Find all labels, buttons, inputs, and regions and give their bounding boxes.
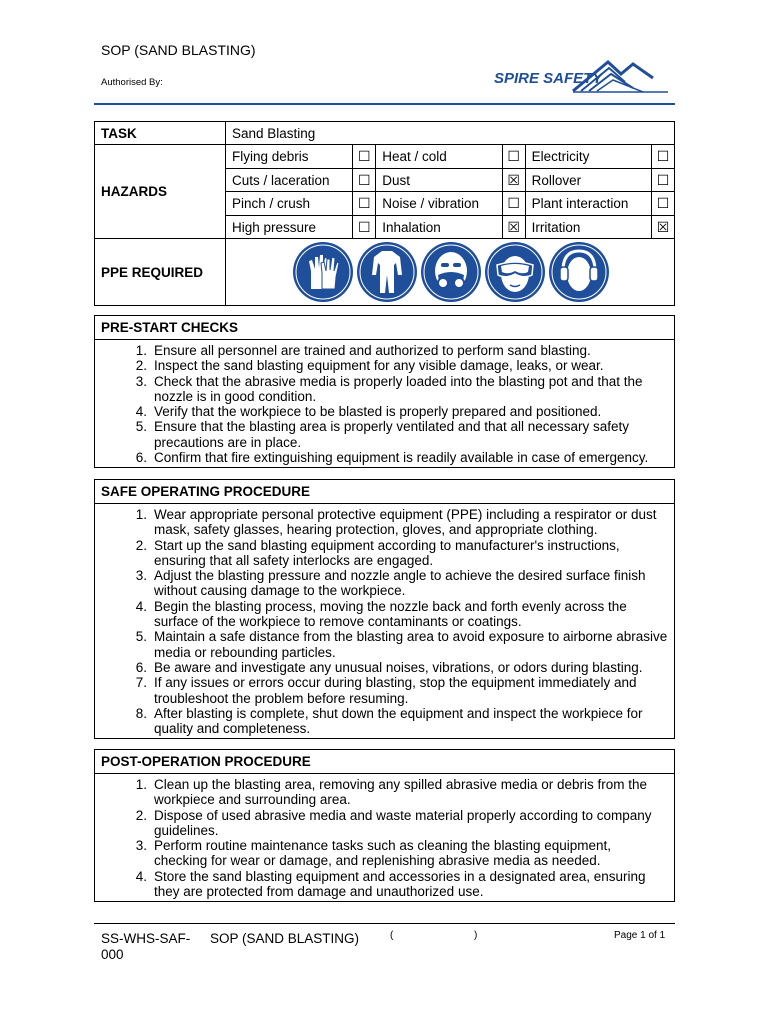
item-number: 7.	[135, 675, 147, 691]
authorised-by-label: Authorised By:	[101, 77, 163, 88]
coveralls-icon	[356, 241, 418, 303]
item-text: Perform routine maintenance tasks such as cleaning the blasting equipment, checking for wear or damage, and replenishing abrasive media as needed.	[154, 838, 612, 869]
item-number: 3.	[135, 568, 147, 584]
section-title: PRE-START CHECKS	[95, 316, 674, 340]
item-text: Confirm that fire extinguishing equipment is readily available in case of emergency.	[154, 450, 649, 466]
item-text: Be aware and investigate any unusual noises, vibrations, or odors during blasting.	[154, 659, 643, 675]
item-text: Dispose of used abrasive media and waste material properly according to company guidelines.	[154, 807, 652, 838]
list-item	[101, 538, 668, 569]
spire-safety-logo	[493, 56, 668, 94]
footer-paren-open: (	[390, 930, 394, 941]
hazard-name: Heat / cold	[376, 145, 502, 169]
item-number: 1.	[135, 507, 147, 522]
hazard-checkbox: ☐	[652, 192, 675, 216]
list-item	[101, 599, 668, 630]
hazard-checkbox: ☐	[353, 169, 376, 192]
hazard-name: Rollover	[525, 169, 651, 192]
list-item	[101, 660, 668, 675]
list-item	[101, 869, 668, 900]
post-op-list	[95, 774, 674, 901]
item-text: Verify that the workpiece to be blasted is properly prepared and positioned.	[154, 404, 602, 420]
header-divider	[94, 103, 675, 105]
item-text: Adjust the blasting pressure and nozzle angle to achieve the desired surface finish without causing damage to the workpiece.	[154, 568, 646, 599]
item-number: 2.	[135, 537, 147, 553]
list-item	[101, 343, 668, 358]
list-item	[101, 808, 668, 839]
footer-divider	[94, 923, 675, 924]
item-text: Start up the sand blasting equipment according to manufacturer's instructions, ensuring that all safety interlocks are engaged.	[154, 537, 620, 568]
hazard-checkbox: ☒	[502, 216, 525, 239]
task-hazard-table	[94, 121, 675, 306]
hazard-name: Flying debris	[226, 145, 353, 169]
item-text: Check that the abrasive media is properly loaded into the blasting pot and that the nozzle is in good condition.	[154, 373, 643, 404]
task-label: TASK	[95, 122, 226, 145]
section-title: POST-OPERATION PROCEDURE	[95, 750, 674, 774]
item-number: 3.	[135, 838, 147, 854]
item-text: Ensure that the blasting area is properly ventilated and that all necessary safety precautions are in place.	[154, 419, 630, 450]
list-item	[101, 450, 668, 465]
list-item	[101, 507, 668, 538]
footer-title: SOP (SAND BLASTING)	[210, 931, 360, 946]
item-text: Wear appropriate personal protective equipment (PPE) including a respirator or dust mask, safety glasses, hearing protection, gloves, and appropriate clothing.	[154, 507, 657, 538]
hazards-label: HAZARDS	[95, 145, 226, 239]
item-number: 2.	[135, 358, 147, 374]
ppe-label: PPE REQUIRED	[95, 239, 226, 306]
item-number: 8.	[135, 705, 147, 721]
safe-operating-procedure-section	[94, 479, 675, 739]
hazard-name: Electricity	[525, 145, 651, 169]
item-text: Maintain a safe distance from the blasting area to avoid exposure to airborne abrasive media or rebounding particles.	[154, 629, 668, 660]
item-text: Begin the blasting process, moving the nozzle back and forth evenly across the surface of the workpiece to remove contaminants or coatings.	[154, 598, 627, 630]
hazard-checkbox: ☒	[652, 216, 675, 239]
post-operation-procedure-section	[94, 749, 675, 902]
footer-page-number: Page 1 of 1	[614, 930, 666, 941]
hazard-name: Plant interaction	[525, 192, 651, 216]
item-number: 4.	[135, 404, 147, 420]
list-item	[101, 675, 668, 706]
hazard-name: Irritation	[525, 216, 651, 239]
footer-paren-close: )	[474, 930, 478, 941]
list-item	[101, 404, 668, 419]
safety-goggles-icon	[484, 241, 546, 303]
hazard-checkbox: ☐	[652, 145, 675, 169]
list-item	[101, 706, 668, 737]
item-number: 3.	[135, 373, 147, 389]
item-text: Clean up the blasting area, removing any spilled abrasive media or debris from the workpiece and surrounding area.	[154, 777, 648, 808]
item-text: Store the sand blasting equipment and accessories in a designated area, ensuring they are protected from damage and unauthorized use.	[154, 868, 646, 900]
hazard-checkbox: ☐	[353, 145, 376, 169]
hazard-checkbox: ☒	[502, 169, 525, 192]
ear-protection-icon	[548, 241, 610, 303]
item-number: 1.	[135, 343, 147, 358]
pre-start-checks-section	[94, 315, 675, 468]
task-value: Sand Blasting	[226, 122, 675, 145]
footer-document-code: SS-WHS-SAF-000	[101, 931, 191, 962]
hazard-checkbox: ☐	[502, 192, 525, 216]
logo-text: SPIRE SAFETY	[494, 70, 603, 87]
safe-op-list	[95, 504, 674, 738]
item-number: 2.	[135, 807, 147, 823]
item-number: 4.	[135, 868, 147, 884]
document-title: SOP (SAND BLASTING)	[101, 42, 256, 58]
list-item	[101, 419, 668, 450]
hazard-name: Cuts / laceration	[226, 169, 353, 192]
hazard-name: Noise / vibration	[376, 192, 502, 216]
item-text: Ensure all personnel are trained and authorized to perform sand blasting.	[154, 343, 591, 358]
hazard-checkbox: ☐	[502, 145, 525, 169]
hazard-checkbox: ☐	[353, 192, 376, 216]
hazard-checkbox: ☐	[652, 169, 675, 192]
hazard-checkbox: ☐	[353, 216, 376, 239]
hazard-name: Dust	[376, 169, 502, 192]
gloves-icon	[292, 241, 354, 303]
item-text: After blasting is complete, shut down the equipment and inspect the workpiece for quality and completeness.	[154, 705, 643, 737]
item-number: 1.	[135, 777, 147, 792]
list-item	[101, 374, 668, 405]
item-number: 6.	[135, 659, 147, 675]
item-text: If any issues or errors occur during blasting, stop the equipment immediately and troubleshoot the problem before resuming.	[154, 675, 637, 706]
item-number: 4.	[135, 598, 147, 614]
list-item	[101, 777, 668, 808]
ppe-icons-cell	[226, 239, 675, 306]
list-item	[101, 838, 668, 869]
list-item	[101, 568, 668, 599]
pre-start-list	[95, 340, 674, 467]
respirator-icon	[420, 241, 482, 303]
item-number: 6.	[135, 450, 147, 466]
hazard-name: Pinch / crush	[226, 192, 353, 216]
item-number: 5.	[135, 629, 147, 645]
list-item	[101, 358, 668, 373]
item-text: Inspect the sand blasting equipment for any visible damage, leaks, or wear.	[154, 358, 604, 374]
list-item	[101, 629, 668, 660]
section-title: SAFE OPERATING PROCEDURE	[95, 480, 674, 504]
hazard-name: High pressure	[226, 216, 353, 239]
item-number: 5.	[135, 419, 147, 435]
hazard-name: Inhalation	[376, 216, 502, 239]
